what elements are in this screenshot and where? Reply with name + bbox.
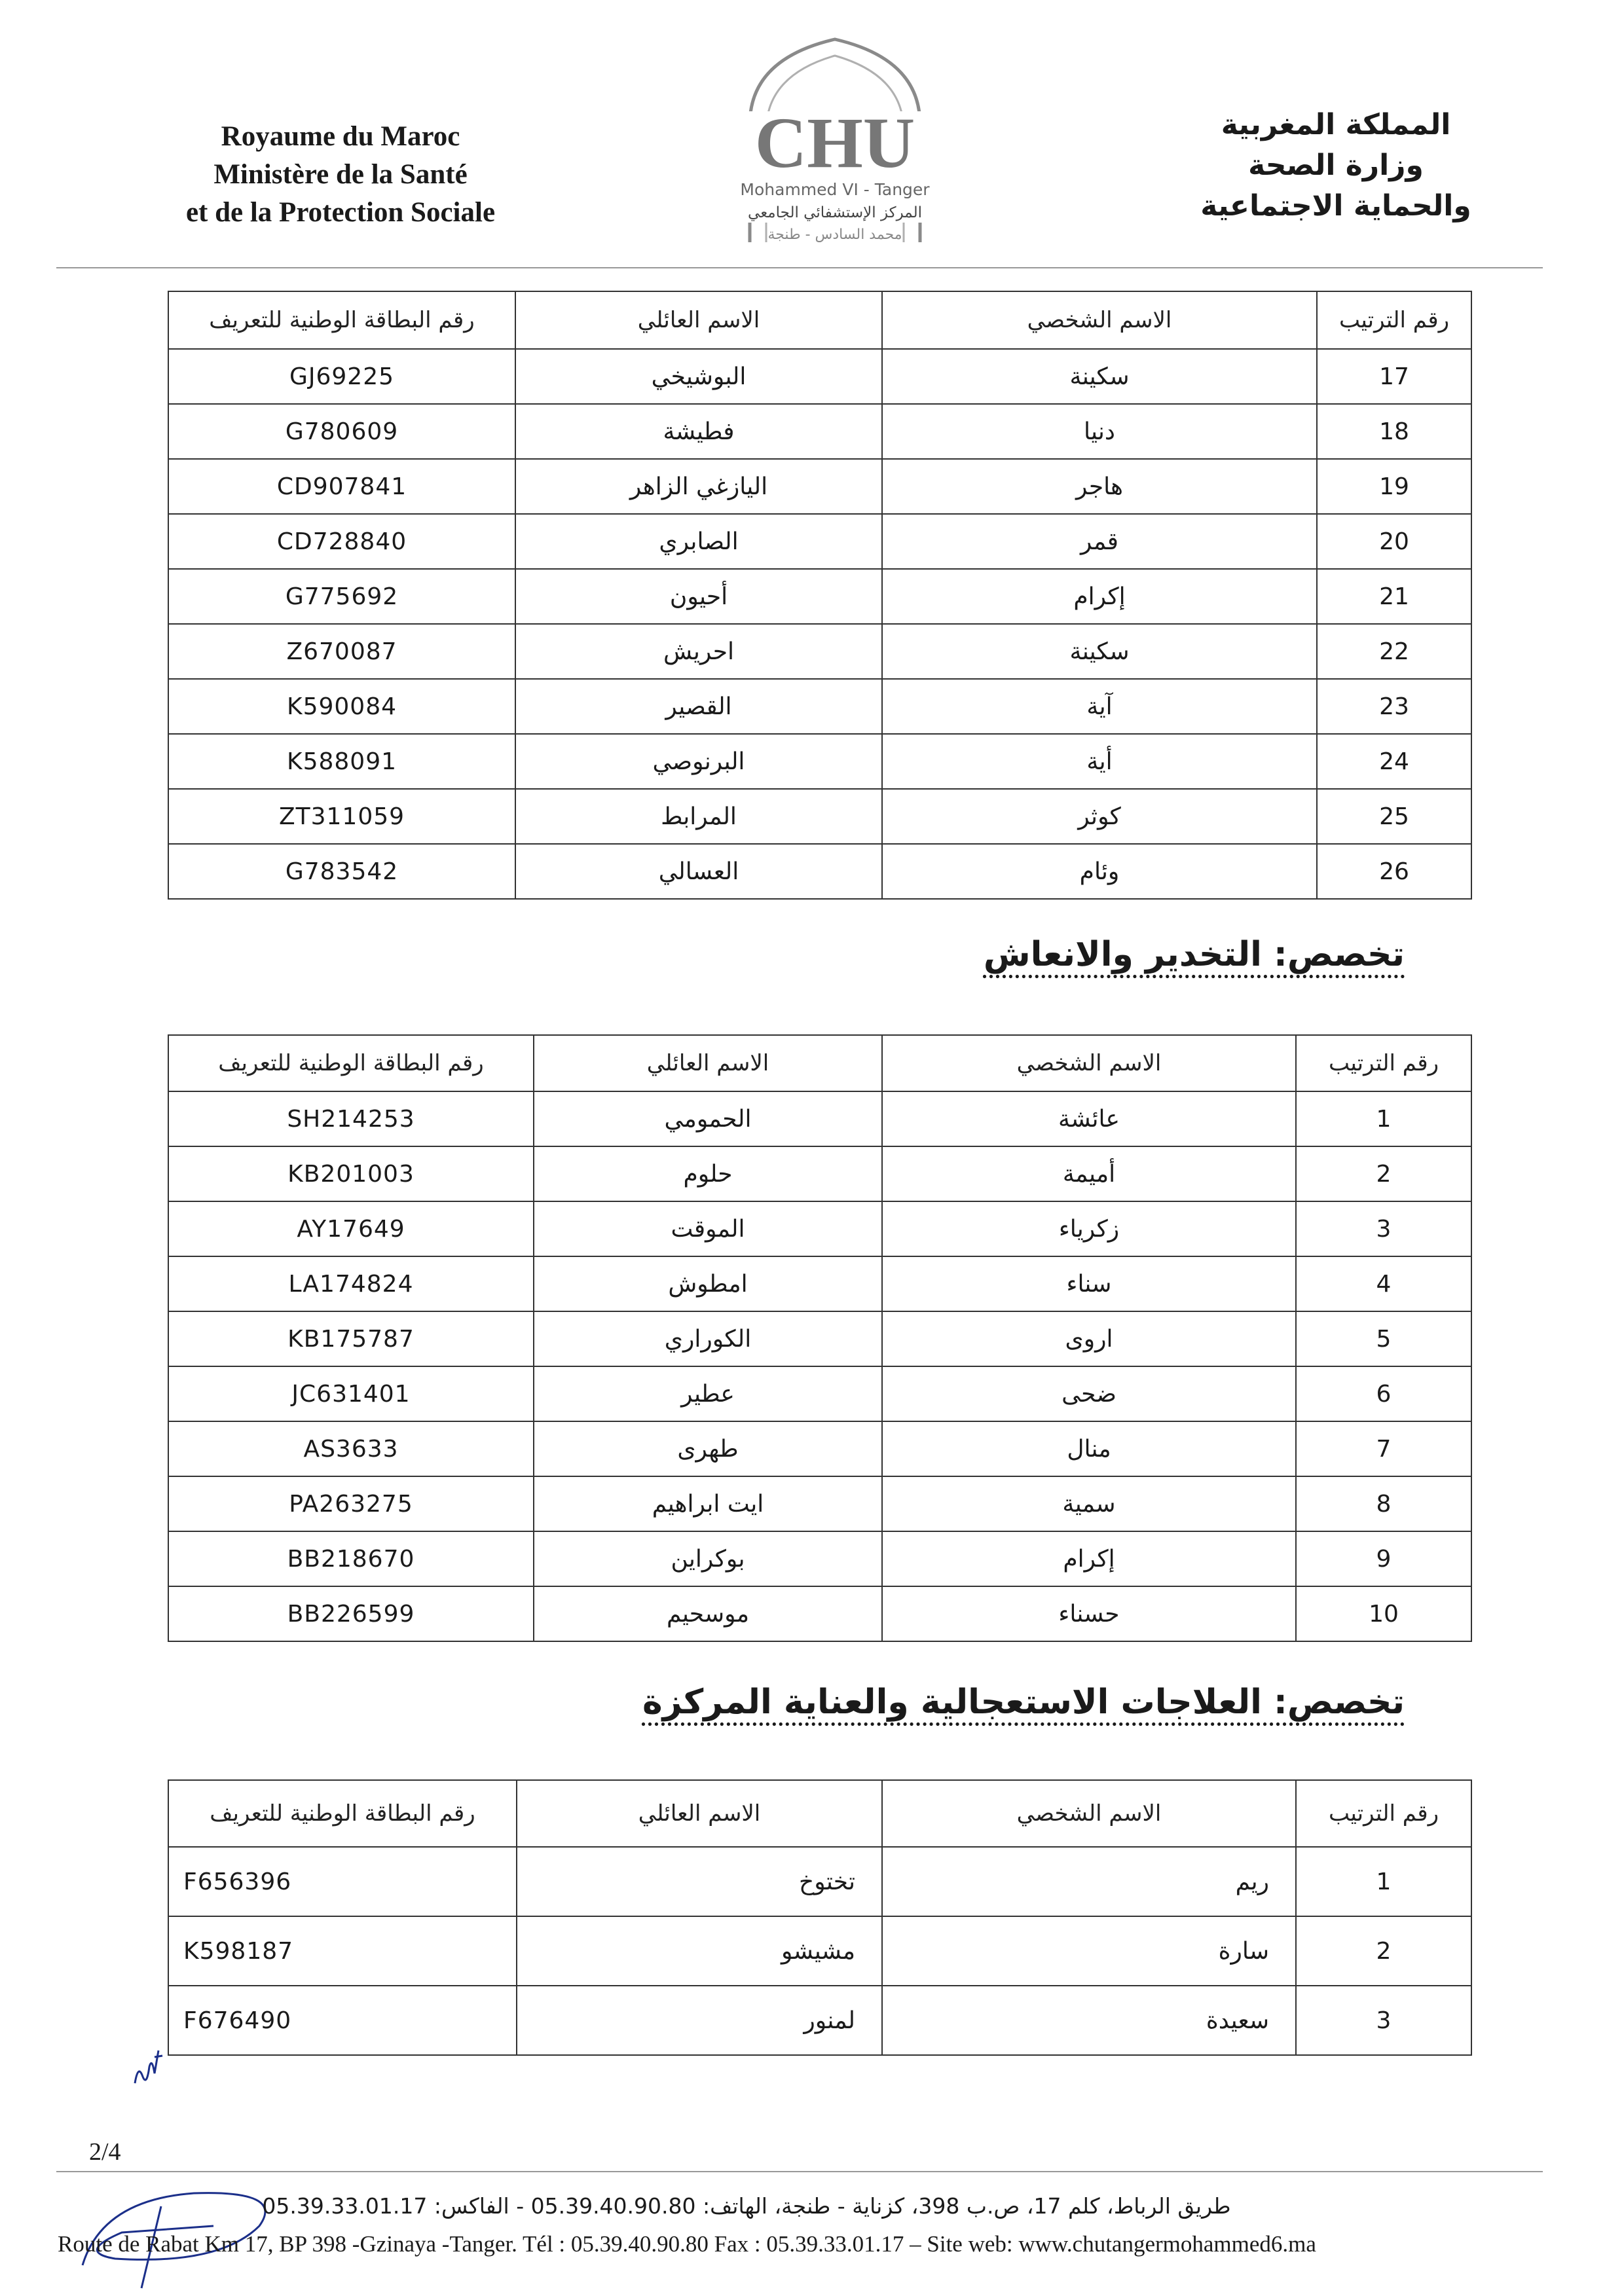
cell-first-name: منال <box>882 1421 1296 1476</box>
cell-last-name: فطيشة <box>515 404 882 459</box>
col-header-id-card: رقم البطاقة الوطنية للتعريف <box>168 291 515 349</box>
cell-rank: 20 <box>1317 514 1471 569</box>
cell-rank: 3 <box>1296 1986 1471 2055</box>
cell-id-card: ZT311059 <box>168 789 515 844</box>
cell-last-name: حلوم <box>534 1146 882 1201</box>
cell-rank: 6 <box>1296 1366 1471 1421</box>
col-header-rank: رقم الترتيب <box>1296 1780 1471 1847</box>
cell-first-name: حسناء <box>882 1586 1296 1641</box>
cell-last-name: طهرى <box>534 1421 882 1476</box>
cell-last-name: العسالي <box>515 844 882 899</box>
cell-rank: 3 <box>1296 1201 1471 1256</box>
cell-last-name: امطوش <box>534 1256 882 1311</box>
cell-rank: 18 <box>1317 404 1471 459</box>
table-row <box>168 569 1471 624</box>
header-fr-line-3: et de la Protection Sociale <box>185 197 496 228</box>
footer-french-address: Route de Rabat Km 17, BP 398 -Gzinaya -Tanger. Tél : 05.39.40.90.80 Fax : 05.39.33.01.17 – Site web: www.chutangermohammed6.ma <box>58 2231 1316 2257</box>
footer-arabic-address: طريق الرباط، كلم 17، ص.ب 398، كزناية - طنجة، الهاتف: 05.39.40.90.80 - الفاكس: 05.39.33.01.17 <box>262 2193 1231 2219</box>
table-row <box>168 1201 1471 1256</box>
logo-line-2: المركز الإستشفائي الجامعي <box>748 204 922 221</box>
cell-id-card: KB175787 <box>168 1311 534 1366</box>
header-ar-line-2: وزارة الصحة <box>1248 149 1424 182</box>
cell-first-name: هاجر <box>882 459 1317 514</box>
cell-last-name: موسحيم <box>534 1586 882 1641</box>
cell-first-name: سكينة <box>882 624 1317 679</box>
cell-id-card: AY17649 <box>168 1201 534 1256</box>
cell-id-card: G783542 <box>168 844 515 899</box>
cell-last-name: أحيون <box>515 569 882 624</box>
cell-rank: 24 <box>1317 734 1471 789</box>
cell-first-name: سارة <box>882 1916 1296 1986</box>
cell-first-name: ضحى <box>882 1366 1296 1421</box>
cell-first-name: قمر <box>882 514 1317 569</box>
cell-id-card: F676490 <box>168 1986 517 2055</box>
cell-id-card: G780609 <box>168 404 515 459</box>
handwritten-initials <box>128 2037 168 2096</box>
table-row <box>168 1421 1471 1476</box>
cell-first-name: سمية <box>882 1476 1296 1531</box>
table-row <box>168 1091 1471 1146</box>
cell-first-name: وئام <box>882 844 1317 899</box>
cell-id-card: K598187 <box>168 1916 517 1986</box>
cell-id-card: JC631401 <box>168 1366 534 1421</box>
cell-last-name: بوكراين <box>534 1531 882 1586</box>
header-arabic <box>1179 105 1493 227</box>
cell-id-card: BB226599 <box>168 1586 534 1641</box>
logo-line-1: Mohammed VI - Tanger <box>740 180 930 199</box>
table-row <box>168 734 1471 789</box>
table-row <box>168 1256 1471 1311</box>
cell-last-name: الموقت <box>534 1201 882 1256</box>
cell-id-card: GJ69225 <box>168 349 515 404</box>
cell-rank: 2 <box>1296 1146 1471 1201</box>
cell-last-name: البوشيخي <box>515 349 882 404</box>
logo-line-3: محمد السادس - طنجة <box>767 227 902 243</box>
cell-id-card: G775692 <box>168 569 515 624</box>
cell-last-name: ايت ابراهيم <box>534 1476 882 1531</box>
table-row <box>168 1366 1471 1421</box>
cell-rank: 19 <box>1317 459 1471 514</box>
cell-first-name: أميمة <box>882 1146 1296 1201</box>
table-row <box>168 679 1471 734</box>
cell-rank: 10 <box>1296 1586 1471 1641</box>
cell-id-card: LA174824 <box>168 1256 534 1311</box>
cell-rank: 9 <box>1296 1531 1471 1586</box>
signature <box>63 2160 299 2291</box>
table-row <box>168 1476 1471 1531</box>
table-header-row <box>168 1035 1471 1091</box>
cell-last-name: مشيشو <box>517 1916 882 1986</box>
cell-last-name: لمنور <box>517 1986 882 2055</box>
cell-first-name: أية <box>882 734 1317 789</box>
cell-id-card: Z670087 <box>168 624 515 679</box>
cell-first-name: اروى <box>882 1311 1296 1366</box>
col-header-id-card: رقم البطاقة الوطنية للتعريف <box>168 1780 517 1847</box>
table-header-row <box>168 291 1471 349</box>
cell-rank: 26 <box>1317 844 1471 899</box>
cell-rank: 23 <box>1317 679 1471 734</box>
cell-rank: 17 <box>1317 349 1471 404</box>
cell-last-name: الحمومي <box>534 1091 882 1146</box>
cell-first-name: ريم <box>882 1847 1296 1916</box>
cell-rank: 4 <box>1296 1256 1471 1311</box>
col-header-last-name: الاسم العائلي <box>534 1035 882 1091</box>
table-row <box>168 1531 1471 1586</box>
cell-rank: 1 <box>1296 1847 1471 1916</box>
cell-rank: 8 <box>1296 1476 1471 1531</box>
cell-id-card: SH214253 <box>168 1091 534 1146</box>
header-fr-line-1: Royaume du Maroc <box>221 121 460 152</box>
table-row <box>168 789 1471 844</box>
cell-rank: 5 <box>1296 1311 1471 1366</box>
cell-id-card: CD728840 <box>168 514 515 569</box>
cell-first-name: إكرام <box>882 569 1317 624</box>
table-row <box>168 514 1471 569</box>
cell-id-card: PA263275 <box>168 1476 534 1531</box>
table-row <box>168 1986 1471 2055</box>
cell-last-name: البرنوصي <box>515 734 882 789</box>
table-row <box>168 844 1471 899</box>
cell-last-name: الكوراري <box>534 1311 882 1366</box>
page-number: 2/4 <box>89 2138 121 2166</box>
cell-id-card: CD907841 <box>168 459 515 514</box>
cell-last-name: القصير <box>515 679 882 734</box>
header-ar-line-3: والحماية الاجتماعية <box>1200 189 1471 223</box>
cell-id-card: AS3633 <box>168 1421 534 1476</box>
table-row <box>168 1847 1471 1916</box>
cell-first-name: دنيا <box>882 404 1317 459</box>
header-fr-line-2: Ministère de la Santé <box>213 159 468 190</box>
cell-rank: 2 <box>1296 1916 1471 1986</box>
table-row <box>168 1586 1471 1641</box>
cell-last-name: عطير <box>534 1366 882 1421</box>
cell-first-name: إكرام <box>882 1531 1296 1586</box>
section-title-emergency: تخصص: العلاجات الاستعجالية والعناية المركزة <box>642 1683 1405 1722</box>
cell-id-card: K590084 <box>168 679 515 734</box>
col-header-first-name: الاسم الشخصي <box>882 1780 1296 1847</box>
cell-rank: 7 <box>1296 1421 1471 1476</box>
cell-first-name: سكينة <box>882 349 1317 404</box>
cell-id-card: K588091 <box>168 734 515 789</box>
table-row <box>168 1146 1471 1201</box>
header-ar-line-1: المملكة المغربية <box>1221 108 1451 141</box>
cell-first-name: آية <box>882 679 1317 734</box>
cell-first-name: زكرياء <box>882 1201 1296 1256</box>
col-header-rank: رقم الترتيب <box>1317 291 1471 349</box>
table-continued <box>168 291 1472 900</box>
table-row <box>168 1311 1471 1366</box>
col-header-first-name: الاسم الشخصي <box>882 291 1317 349</box>
table-row <box>168 624 1471 679</box>
cell-id-card: F656396 <box>168 1847 517 1916</box>
table-row <box>168 1916 1471 1986</box>
col-header-last-name: الاسم العائلي <box>517 1780 882 1847</box>
table-row <box>168 404 1471 459</box>
cell-last-name: احريش <box>515 624 882 679</box>
table-anesthesia <box>168 1034 1472 1642</box>
col-header-rank: رقم الترتيب <box>1296 1035 1471 1091</box>
cell-id-card: BB218670 <box>168 1531 534 1586</box>
cell-first-name: كوثر <box>882 789 1317 844</box>
cell-last-name: الصابري <box>515 514 882 569</box>
cell-rank: 1 <box>1296 1091 1471 1146</box>
cell-rank: 21 <box>1317 569 1471 624</box>
table-row <box>168 459 1471 514</box>
col-header-id-card: رقم البطاقة الوطنية للتعريف <box>168 1035 534 1091</box>
cell-last-name: تختوخ <box>517 1847 882 1916</box>
chu-logo <box>704 26 966 255</box>
header-divider <box>56 267 1543 268</box>
cell-rank: 22 <box>1317 624 1471 679</box>
cell-id-card: KB201003 <box>168 1146 534 1201</box>
table-header-row <box>168 1780 1471 1847</box>
section-title-anesthesia: تخصص: التخدير والانعاش <box>983 935 1405 974</box>
table-emergency <box>168 1779 1472 2056</box>
logo-mark: CHU <box>754 103 915 183</box>
cell-first-name: سناء <box>882 1256 1296 1311</box>
cell-last-name: اليازغي الزاهر <box>515 459 882 514</box>
cell-first-name: سعيدة <box>882 1986 1296 2055</box>
header-french <box>131 118 550 232</box>
col-header-last-name: الاسم العائلي <box>515 291 882 349</box>
cell-rank: 25 <box>1317 789 1471 844</box>
table-row <box>168 349 1471 404</box>
cell-first-name: عائشة <box>882 1091 1296 1146</box>
cell-last-name: المرابط <box>515 789 882 844</box>
col-header-first-name: الاسم الشخصي <box>882 1035 1296 1091</box>
